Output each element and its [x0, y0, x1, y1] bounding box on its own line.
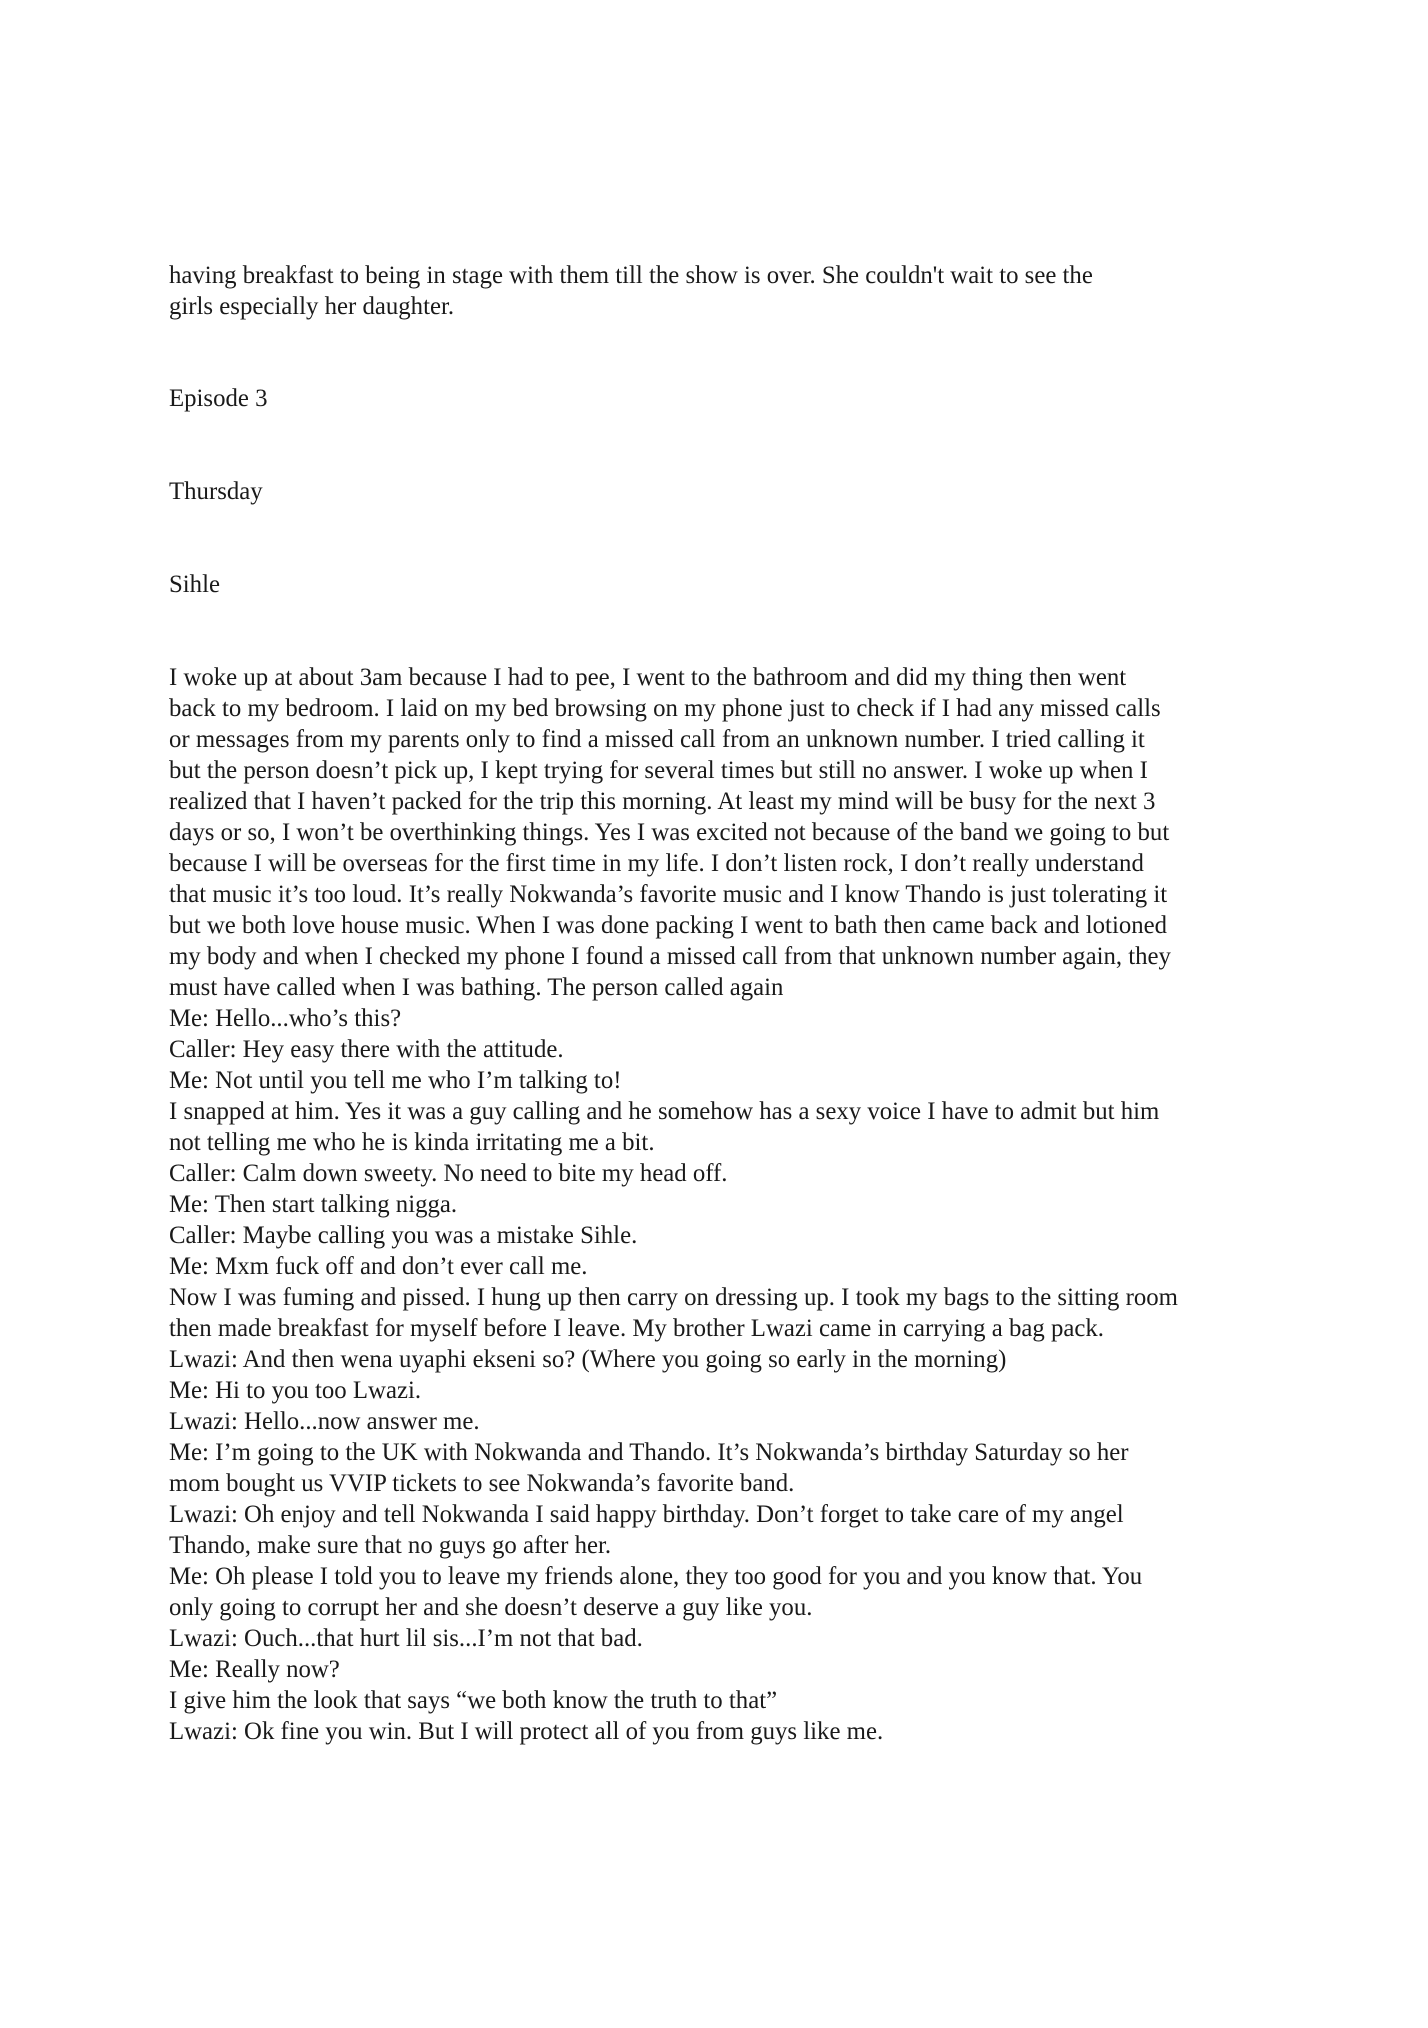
text-line: Me: Then start talking nigga.: [169, 1191, 458, 1218]
text-line: Me: Mxm fuck off and don’t ever call me.: [169, 1253, 588, 1280]
text-line: Lwazi: Oh enjoy and tell Nokwanda I said happy birthday. Don’t forget to take care of my angel: [169, 1501, 1124, 1528]
text-line: but the person doesn’t pick up, I kept trying for several times but still no answer. I woke up when I: [169, 757, 1148, 784]
episode-heading: Episode 3: [169, 385, 268, 412]
text-line: that music it’s too loud. It’s really Nokwanda’s favorite music and I know Thando is just tolerating it: [169, 881, 1168, 908]
text-line: Caller: Hey easy there with the attitude.: [169, 1036, 564, 1063]
text-line: Lwazi: Ok fine you win. But I will protect all of you from guys like me.: [169, 1718, 884, 1745]
text-line: I give him the look that says “we both know the truth to that”: [169, 1687, 778, 1714]
intro-paragraph: [169, 260, 1093, 322]
text-line: because I will be overseas for the first time in my life. I don’t listen rock, I don’t really understand: [169, 850, 1144, 877]
text-line: Me: Oh please I told you to leave my friends alone, they too good for you and you know that. You: [169, 1563, 1143, 1590]
text-line: having breakfast to being in stage with them till the show is over. She couldn't wait to see the: [169, 262, 1093, 289]
story-body: [169, 662, 1178, 1747]
text-line: Me: Hi to you too Lwazi.: [169, 1377, 422, 1404]
text-line: Now I was fuming and pissed. I hung up then carry on dressing up. I took my bags to the sitting room: [169, 1284, 1178, 1311]
text-line: then made breakfast for myself before I leave. My brother Lwazi came in carrying a bag pack.: [169, 1315, 1104, 1342]
text-line: mom bought us VVIP tickets to see Nokwanda’s favorite band.: [169, 1470, 795, 1497]
text-line: Caller: Maybe calling you was a mistake Sihle.: [169, 1222, 638, 1249]
text-line: I snapped at him. Yes it was a guy calling and he somehow has a sexy voice I have to admit but him: [169, 1098, 1160, 1125]
text-line: Me: Hello...who’s this?: [169, 1005, 402, 1032]
text-line: Thando, make sure that no guys go after her.: [169, 1532, 612, 1559]
text-line: my body and when I checked my phone I found a missed call from that unknown number again, they: [169, 943, 1171, 970]
day-heading: Thursday: [169, 478, 263, 505]
text-line: girls especially her daughter.: [169, 293, 455, 320]
text-line: Me: I’m going to the UK with Nokwanda and Thando. It’s Nokwanda’s birthday Saturday so her: [169, 1439, 1129, 1466]
text-line: Caller: Calm down sweety. No need to bite my head off.: [169, 1160, 728, 1187]
text-line: I woke up at about 3am because I had to pee, I went to the bathroom and did my thing then went: [169, 664, 1127, 691]
text-line: but we both love house music. When I was done packing I went to bath then came back and lotioned: [169, 912, 1168, 939]
text-line: Lwazi: Hello...now answer me.: [169, 1408, 480, 1435]
text-line: or messages from my parents only to find a missed call from an unknown number. I tried calling it: [169, 726, 1145, 753]
text-line: days or so, I won’t be overthinking things. Yes I was excited not because of the band we going to but: [169, 819, 1170, 846]
text-line: Me: Not until you tell me who I’m talking to!: [169, 1067, 622, 1094]
text-line: not telling me who he is kinda irritating me a bit.: [169, 1129, 655, 1156]
text-line: only going to corrupt her and she doesn’t deserve a guy like you.: [169, 1594, 813, 1621]
text-line: Lwazi: Ouch...that hurt lil sis...I’m not that bad.: [169, 1625, 643, 1652]
text-line: must have called when I was bathing. The person called again: [169, 974, 784, 1001]
text-line: realized that I haven’t packed for the trip this morning. At least my mind will be busy for the next 3: [169, 788, 1156, 815]
text-line: back to my bedroom. I laid on my bed browsing on my phone just to check if I had any missed calls: [169, 695, 1161, 722]
narrator-heading: Sihle: [169, 571, 220, 598]
text-line: Me: Really now?: [169, 1656, 340, 1683]
text-line: Lwazi: And then wena uyaphi ekseni so? (Where you going so early in the morning): [169, 1346, 1007, 1373]
